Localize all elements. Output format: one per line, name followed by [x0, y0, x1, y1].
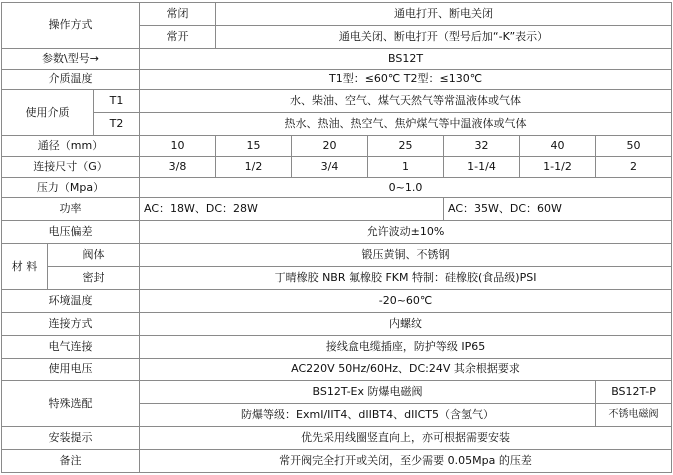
row-connection-type	[2, 312, 672, 335]
spec-table	[1, 2, 672, 473]
connection-size-value: 1/2	[216, 156, 292, 177]
row-material-body	[2, 244, 672, 267]
voltage-deviation-value: 允许波动±10%	[140, 221, 672, 244]
row-voltage-deviation	[2, 221, 672, 244]
options-label: 特殊选配	[2, 381, 140, 427]
diameter-value: 25	[368, 136, 444, 157]
connection-size-label: 连接尺寸（G）	[2, 156, 140, 177]
connection-size-value: 1	[368, 156, 444, 177]
row-medium-temp	[2, 69, 672, 90]
row-operation-nc	[2, 3, 672, 26]
install-value: 优先采用线圈竖直向上，亦可根据需要安装	[140, 427, 672, 450]
model-value: BS12T	[140, 48, 672, 69]
nc-label: 常闭	[140, 3, 216, 26]
medium-t1-value: 水、柴油、空气、煤气天然气等常温液体或气体	[140, 90, 672, 113]
row-install	[2, 427, 672, 450]
medium-t2-label: T2	[94, 113, 140, 136]
medium-label: 使用介质	[2, 90, 94, 136]
connection-size-value: 2	[596, 156, 672, 177]
options-ex-desc: 防爆等级：ExmI/IIT4、dIIBT4、dIICT5（含氢气）	[140, 404, 596, 427]
row-voltage	[2, 358, 672, 381]
medium-temp-value: T1型：≤60℃ T2型：≤130℃	[140, 69, 672, 90]
row-power	[2, 198, 672, 221]
row-model	[2, 48, 672, 69]
connection-size-value: 1-1/2	[520, 156, 596, 177]
voltage-label: 使用电压	[2, 358, 140, 381]
operation-label: 操作方式	[2, 3, 140, 49]
row-options-model	[2, 381, 672, 404]
power-value-small: AC：18W、DC：28W	[140, 198, 444, 221]
pressure-label: 压力（Mpa）	[2, 177, 140, 198]
no-desc: 通电关闭、断电打开（型号后加“-K”表示）	[216, 25, 672, 48]
row-ambient-temp	[2, 289, 672, 312]
power-label: 功率	[2, 198, 140, 221]
voltage-deviation-label: 电压偏差	[2, 221, 140, 244]
diameter-value: 40	[520, 136, 596, 157]
options-ex-model: BS12T-Ex 防爆电磁阀	[140, 381, 596, 404]
diameter-value: 50	[596, 136, 672, 157]
diameter-value: 10	[140, 136, 216, 157]
material-body-value: 锻压黄铜、不锈钢	[140, 244, 672, 267]
row-diameter	[2, 136, 672, 157]
diameter-value: 32	[444, 136, 520, 157]
row-remarks	[2, 450, 672, 473]
row-medium-t1	[2, 90, 672, 113]
material-body-label: 阀体	[48, 244, 140, 267]
diameter-label: 通径（mm）	[2, 136, 140, 157]
ambient-temp-label: 环境温度	[2, 289, 140, 312]
diameter-value: 15	[216, 136, 292, 157]
options-p-desc: 不锈电磁阀	[596, 404, 672, 427]
connection-size-value: 3/4	[292, 156, 368, 177]
medium-t1-label: T1	[94, 90, 140, 113]
diameter-value: 20	[292, 136, 368, 157]
ambient-temp-value: -20~60℃	[140, 289, 672, 312]
connection-size-value: 3/8	[140, 156, 216, 177]
connection-type-label: 连接方式	[2, 312, 140, 335]
row-electrical	[2, 335, 672, 358]
no-label: 常开	[140, 25, 216, 48]
install-label: 安装提示	[2, 427, 140, 450]
electrical-label: 电气连接	[2, 335, 140, 358]
model-label: 参数\型号→	[2, 48, 140, 69]
voltage-value: AC220V 50Hz/60Hz、DC:24V 其余根据要求	[140, 358, 672, 381]
material-seal-label: 密封	[48, 267, 140, 290]
material-seal-value: 丁晴橡胶 NBR 氟橡胶 FKM 特制：硅橡胶(食品级)PSI	[140, 267, 672, 290]
electrical-value: 接线盒电缆插座，防护等级 IP65	[140, 335, 672, 358]
medium-temp-label: 介质温度	[2, 69, 140, 90]
remarks-label: 备注	[2, 450, 140, 473]
connection-size-value: 1-1/4	[444, 156, 520, 177]
row-material-seal	[2, 267, 672, 290]
power-value-large: AC：35W、DC：60W	[444, 198, 672, 221]
remarks-value: 常开阀完全打开或关闭，至少需要 0.05Mpa 的压差	[140, 450, 672, 473]
pressure-value: 0~1.0	[140, 177, 672, 198]
connection-type-value: 内螺纹	[140, 312, 672, 335]
material-label: 材 料	[2, 244, 48, 290]
medium-t2-value: 热水、热油、热空气、焦炉煤气等中温液体或气体	[140, 113, 672, 136]
row-connection-size	[2, 156, 672, 177]
nc-desc: 通电打开、断电关闭	[216, 3, 672, 26]
options-p-model: BS12T-P	[596, 381, 672, 404]
row-medium-t2	[2, 113, 672, 136]
row-pressure	[2, 177, 672, 198]
